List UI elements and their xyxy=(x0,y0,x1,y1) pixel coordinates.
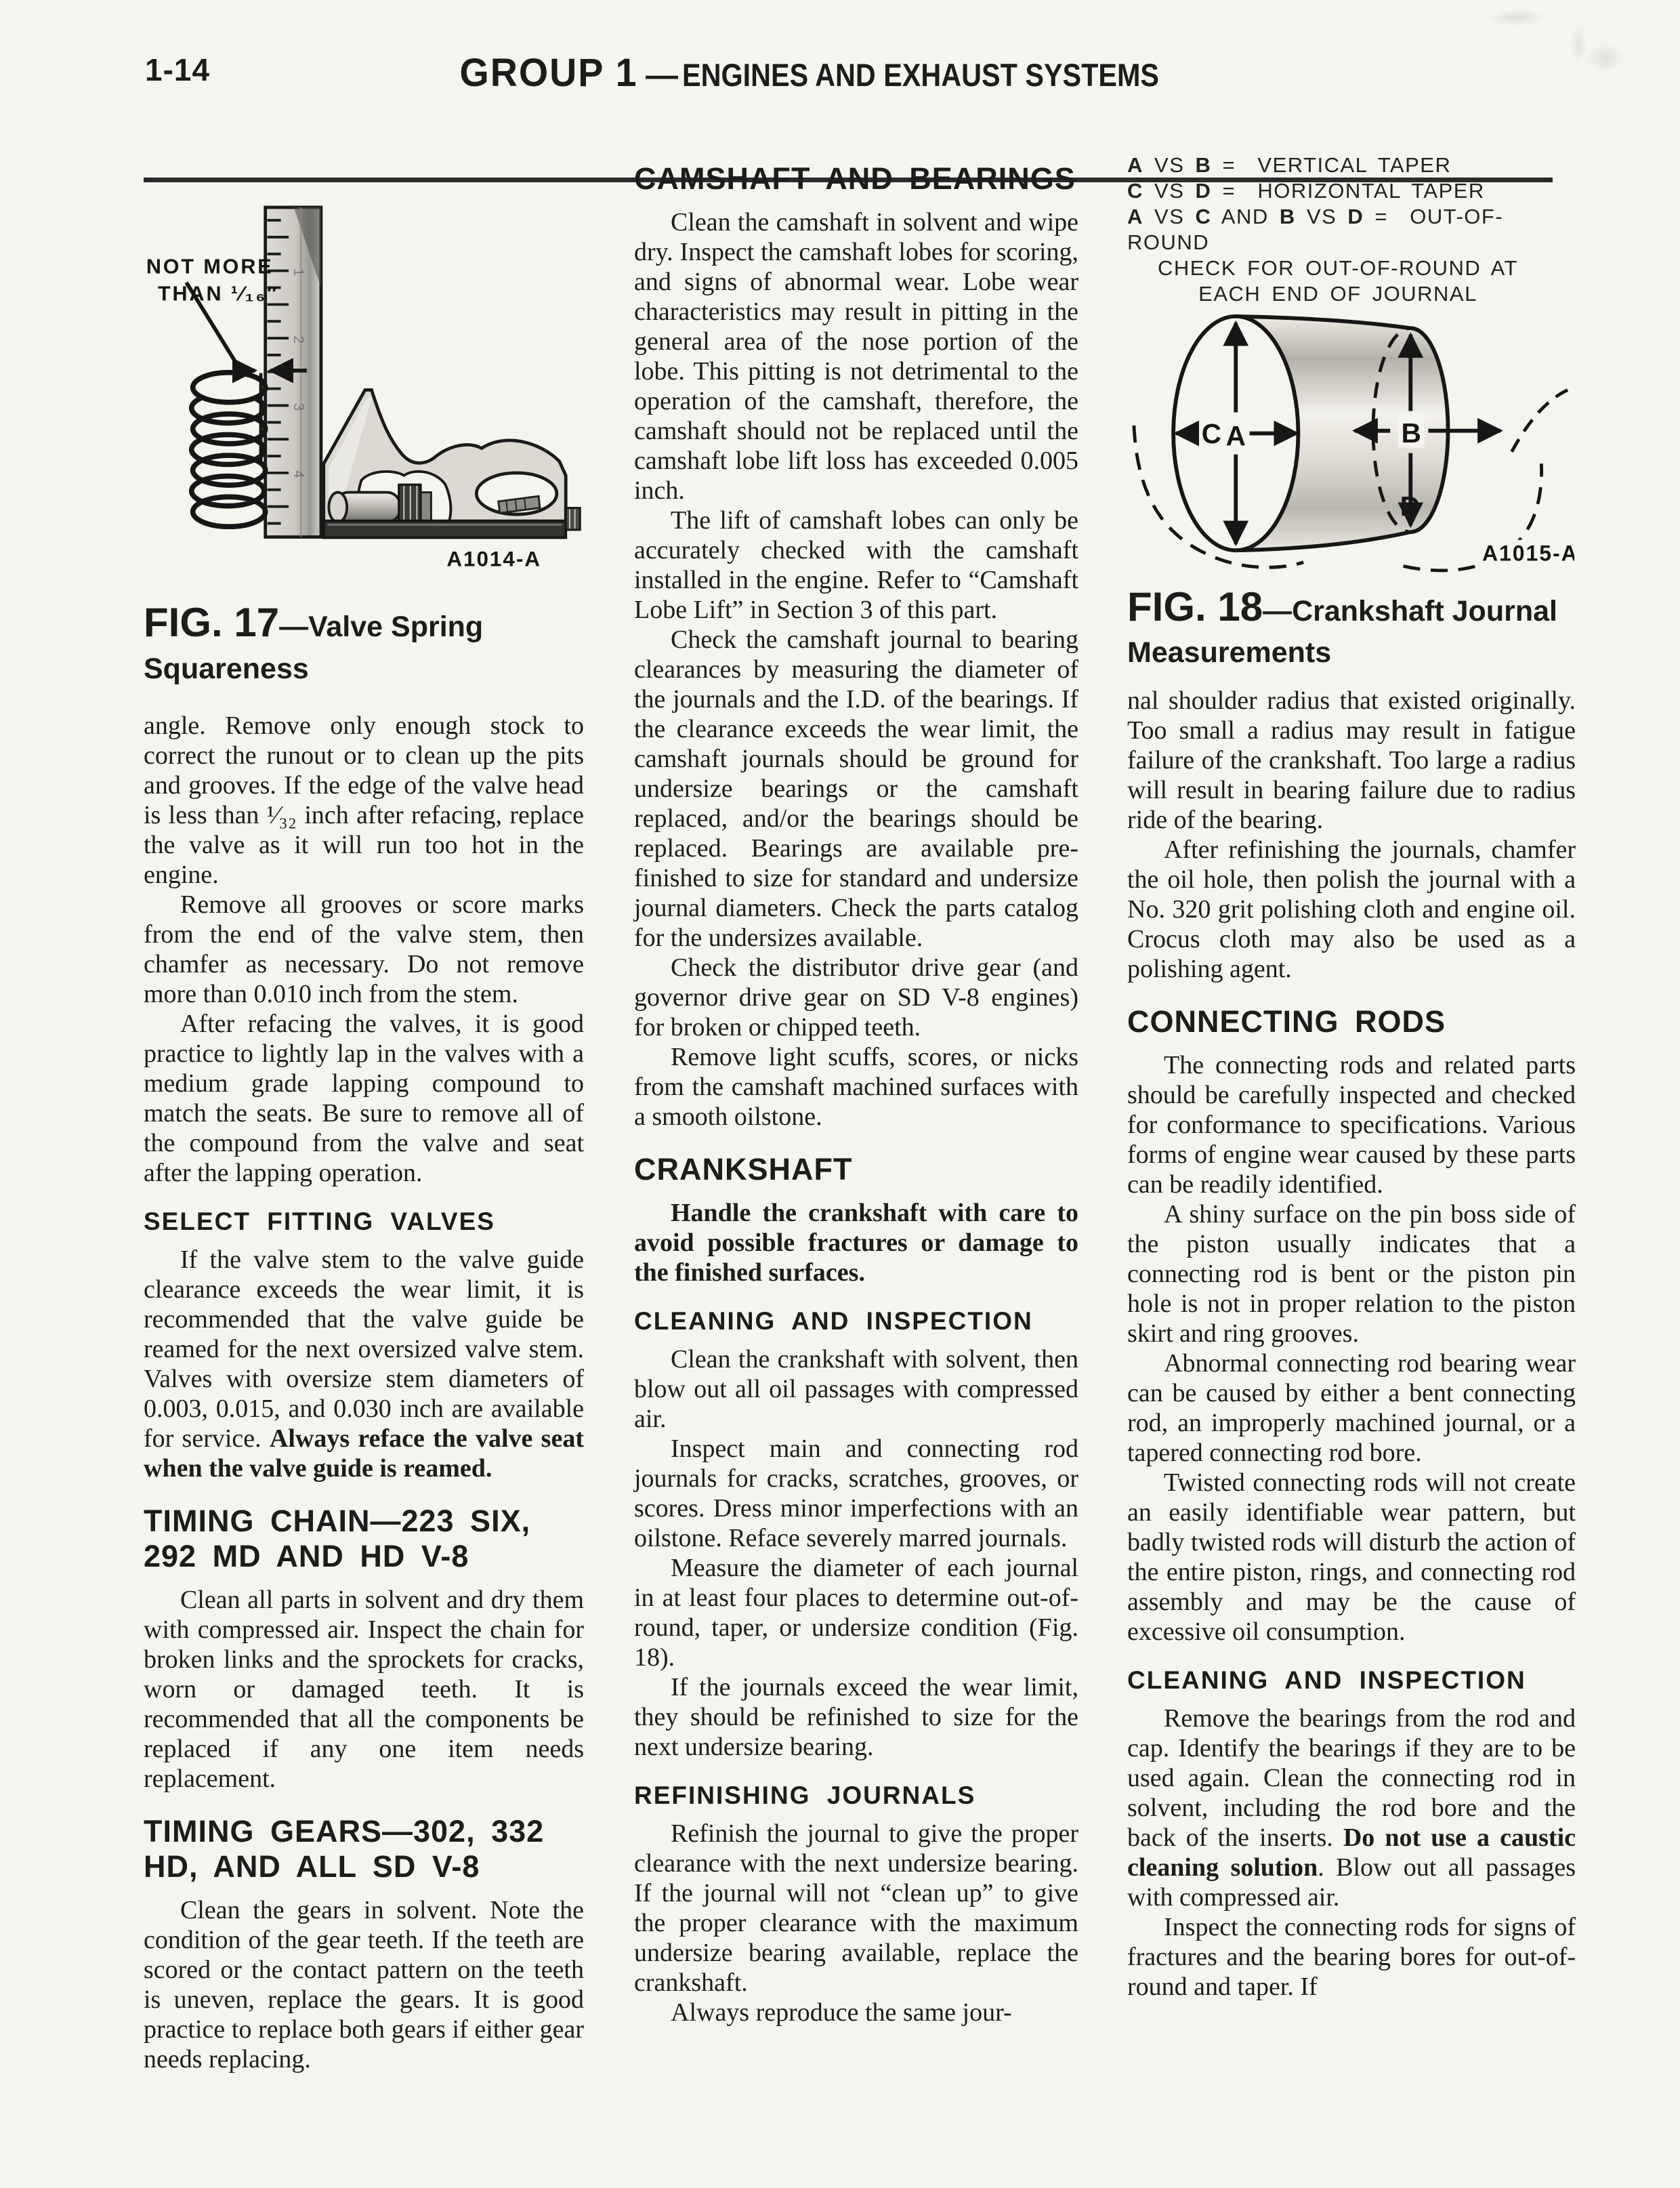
paragraph: Remove light scuffs, scores, or nicks from the camshaft machined surfaces with a smooth oilstone. xyxy=(634,1043,1078,1131)
paragraph-bold-text: Always reface the valve seat when the valve guide is reamed. xyxy=(144,1424,584,1483)
heading-refinishing-journals: REFINISHING JOURNALS xyxy=(634,1781,976,1809)
figure-17-code: A1014-A xyxy=(446,546,541,571)
heading-timing-chain xyxy=(144,1504,584,1574)
paragraph: After refinishing the journals, chamfer the oil hole, then polish the journal with a No. 320 grit polishing cloth and engine oil. Crocus cloth may also be used as a polishing agent. xyxy=(1127,835,1576,983)
heading-cleaning-and-inspection-rods: CLEANING AND INSPECTION xyxy=(1127,1666,1526,1694)
letter-b: B xyxy=(1401,417,1421,449)
heading-line: HD, AND ALL SD V-8 xyxy=(144,1849,480,1884)
figure-18 xyxy=(1127,152,1576,669)
legend-line-horizontal-taper: C VS D = HORIZONTAL TAPER xyxy=(1127,179,1485,203)
heading-crankshaft: CRANKSHAFT xyxy=(634,1152,853,1186)
heading-select-fitting-valves: SELECT FITTING VALVES xyxy=(144,1207,495,1235)
figure-17-title: —Valve Spring Squareness xyxy=(144,611,484,685)
paragraph: Measure the diameter of each journal in at least four places to determine out-of-round, taper, or undersize condition (Fig. 18). xyxy=(634,1554,1078,1672)
letter-c: C xyxy=(1201,418,1222,450)
svg-text:4: 4 xyxy=(290,470,306,478)
valve-spring-icon xyxy=(192,373,266,527)
figure-18-title: —Crankshaft Journal xyxy=(1263,595,1557,627)
paragraph: Always reproduce the same jour- xyxy=(671,1998,1012,2027)
paragraph-text: Remove the bearings from the rod and cap. Identify the bearings if they are to be used again. Clean the connecting rod in solvent, including the rod bore and the back of the inserts. xyxy=(1127,1704,1576,1852)
paragraph-bold-text: Do not use a caustic cleaning solution xyxy=(1127,1823,1576,1882)
header-group-label: GROUP 1 xyxy=(459,51,638,95)
paragraph: Clean the gears in solvent. Note the condition of the gear teeth. If the teeth are scored or the contact pattern on the teeth is uneven, replace the gears. It is good practice to replace both gears if either gear needs replacing. xyxy=(144,1896,584,2073)
paragraph: Inspect main and connecting rod journals for cracks, scratches, grooves, or scores. Dress minor imperfections with an oilstone. Reface severely marred journals. xyxy=(634,1434,1078,1552)
legend-line-check-note-2: EACH END OF JOURNAL xyxy=(1198,282,1477,306)
figure-17-caption xyxy=(144,600,584,693)
heading-connecting-rods: CONNECTING RODS xyxy=(1127,1004,1446,1039)
header-dash: — xyxy=(646,58,678,94)
paragraph: Remove all grooves or score marks from the end of the valve stem, then chamfer as necessary. Do not remove more than 0.010 inch from the stem. xyxy=(144,890,584,1008)
paragraph: The connecting rods and related parts should be carefully inspected and checked for conformance to specifications. Various forms of engine wear caused by these parts can be readily identified. xyxy=(1127,1051,1576,1199)
heading-line: TIMING CHAIN—223 SIX, xyxy=(144,1504,531,1538)
svg-text:1: 1 xyxy=(290,268,306,276)
paragraph xyxy=(1127,1704,1576,1912)
page-header-title xyxy=(0,50,1680,96)
legend-line-vertical-taper: A VS B = VERTICAL TAPER xyxy=(1127,153,1452,177)
column-left xyxy=(144,203,584,2074)
paragraph-text: If the valve stem to the valve guide clearance exceeds the wear limit, it is recommended that the valve guide be reamed for the next oversized valve stem. Valves with oversize stem diameters of 0.003, 0.015, and 0.030 inch are available for service. xyxy=(144,1245,584,1453)
square-stock-icon xyxy=(324,390,581,538)
figure-17-number: FIG. 17 xyxy=(144,600,280,645)
paragraph: If the journals exceed the wear limit, they should be refinished to size for the next undersize bearing. xyxy=(634,1673,1078,1761)
svg-text:3: 3 xyxy=(290,402,306,411)
not-more-than-value: THAN ¹⁄₁₆″ xyxy=(158,282,279,306)
valve-spring-squareness-illustration xyxy=(144,203,584,592)
paragraph-bold-text: Handle the crankshaft with care to avoid possible fractures or damage to the finished surfaces. xyxy=(634,1199,1078,1287)
column-middle xyxy=(634,161,1078,2027)
heading-camshaft-and-bearings: CAMSHAFT AND BEARINGS xyxy=(634,161,1076,196)
column-right xyxy=(1127,152,1576,2002)
heading-cleaning-and-inspection-crankshaft: CLEANING AND INSPECTION xyxy=(634,1307,1033,1335)
page-number: 1-14 xyxy=(145,52,211,87)
paragraph: The lift of camshaft lobes can only be accurately checked with the camshaft installed in the engine. Refer to “Camshaft Lobe Lift” in Section 3 of this part. xyxy=(634,506,1078,624)
figure-18-title-line2: Measurements xyxy=(1127,636,1332,669)
legend-line-check-note-1: CHECK FOR OUT-OF-ROUND AT xyxy=(1158,256,1518,280)
paragraph: Clean the crankshaft with solvent, then blow out all oil passages with compressed air. xyxy=(634,1345,1078,1433)
letter-d: D xyxy=(1400,490,1421,522)
paragraph: A shiny surface on the pin boss side of the piston usually indicates that a connecting rod is bent or the piston pin hole is not in proper relation to the piston skirt and ring grooves. xyxy=(1127,1200,1576,1348)
paragraph: angle. Remove only enough stock to correct the runout or to clean up the pits and grooves. If the edge of the valve head is less than ¹⁄₃₂ inch after refacing, replace the valve as it will run too hot in the engine. xyxy=(144,711,584,889)
scribe-pin-icon xyxy=(566,508,580,531)
crankshaft-journal-illustration xyxy=(1127,314,1574,577)
figure-18-number: FIG. 18 xyxy=(1127,584,1263,629)
paragraph: Refinish the journal to give the proper clearance with the next undersize bearing. If the journal will not “clean up” to give the proper clearance with the maximum undersize bearing available, replace the crankshaft. xyxy=(634,1819,1078,1997)
figure-18-legend xyxy=(1127,152,1576,307)
paragraph: Abnormal connecting rod bearing wear can be caused by either a bent connecting rod, an improperly machined journal, or a tapered connecting rod bore. xyxy=(1127,1349,1576,1467)
not-more-than-label: NOT MORE xyxy=(146,255,274,278)
heading-timing-gears xyxy=(144,1814,584,1884)
paragraph-text: . Blow out all passages with compressed air. xyxy=(1127,1853,1576,1912)
figure-17 xyxy=(144,203,584,693)
paragraph: Clean the camshaft in solvent and wipe dry. Inspect the camshaft lobes for scoring, and signs of abnormal wear. Lobe wear characteristics may result in pitting in the general area of the nose portion of the lobe. This pitting is not detrimental to the operation of the camshaft, therefore, the camshaft should not be replaced until the camshaft lobe lift loss has exceeded 0.005 inch. xyxy=(634,208,1078,505)
paragraph: Check the distributor drive gear (and governor drive gear on SD V-8 engines) for broken or chipped teeth. xyxy=(634,953,1078,1041)
paragraph: After refacing the valves, it is good practice to lightly lap in the valves with a medium grade lapping compound to match the seats. Be sure to remove all of the compound from the valve and seat after the lapping operation. xyxy=(144,1010,584,1187)
header-section-label: ENGINES AND EXHAUST SYSTEMS xyxy=(682,57,1159,93)
heading-line: TIMING GEARS—302, 332 xyxy=(144,1814,545,1849)
letter-a: A xyxy=(1225,420,1246,451)
svg-text:2: 2 xyxy=(290,335,306,344)
paragraph: Clean all parts in solvent and dry them with compressed air. Inspect the chain for broken links and the sprockets for cracks, worn or damaged teeth. It is recommended that all the components be replaced if any one item needs replacement. xyxy=(144,1586,584,1793)
paragraph: Inspect the connecting rods for signs of fractures and the bearing bores for out-of-round and taper. If xyxy=(1127,1913,1576,2001)
paragraph xyxy=(634,1198,1078,1287)
paragraph xyxy=(144,1245,584,1483)
figure-18-code: A1015-A xyxy=(1482,541,1574,566)
paragraph: Twisted connecting rods will not create an easily identifiable wear pattern, but badly twisted rods will disturb the action of the entire piston, rings, and connecting rod assembly and may be the cause of excessive oil consumption. xyxy=(1127,1468,1576,1646)
paragraph: Check the camshaft journal to bearing clearances by measuring the diameter of the journals and the I.D. of the bearings. If the clearance exceeds the wear limit, the camshaft journals should be ground for undersize bearings or the camshaft replaced, and/or the bearings should be replaced. Bearings are available pre-finished to size for standard and undersize journal diameters. Check the parts catalog for the undersizes available. xyxy=(634,625,1078,952)
legend-line-out-of-round: A VS C AND B VS D = OUT-OF-ROUND xyxy=(1127,205,1504,254)
paragraph: nal shoulder radius that existed originally. Too small a radius may result in fatigue failure of the crankshaft. Too large a radius will result in bearing failure due to radius ride of the bearing. xyxy=(1127,686,1576,834)
heading-line: 292 MD AND HD V-8 xyxy=(144,1539,469,1573)
figure-18-caption xyxy=(1127,584,1576,669)
